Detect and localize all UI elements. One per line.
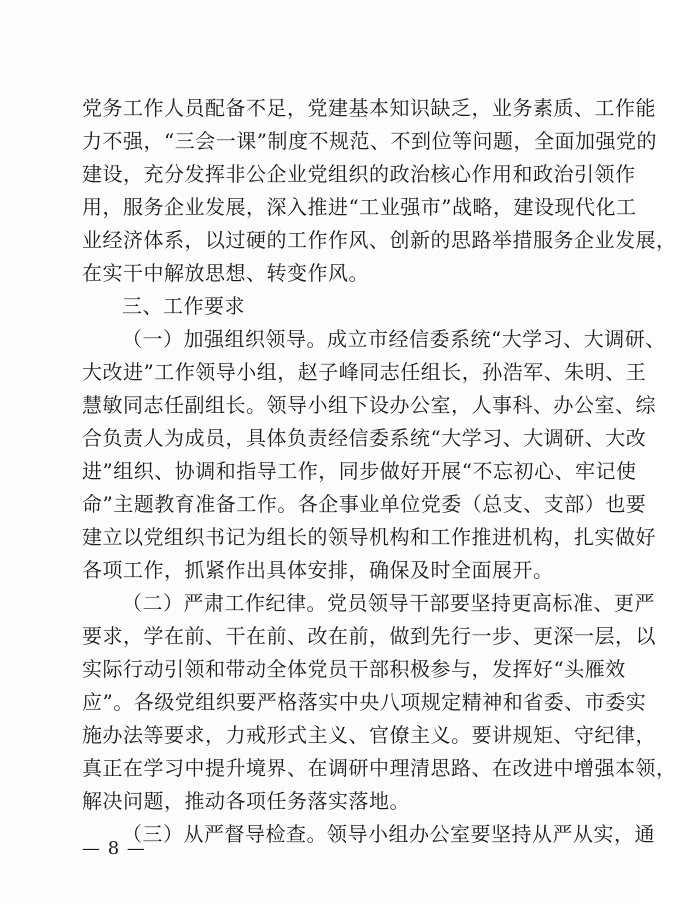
page-number: — 8 —: [82, 838, 146, 859]
paragraph-start: （二）严肃工作纪律。党员领导干部要坚持更高标准、更严: [122, 591, 655, 615]
text-line: 在实干中解放思想、转变作风。: [82, 261, 369, 285]
paragraph-start: （三）从严督导检查。领导小组办公室要坚持从严从实，通: [122, 822, 655, 846]
text-line: 建立以党组织书记为组长的领导机构和工作推进机构，扎实做好: [82, 525, 656, 549]
text-line: 党务工作人员配备不足，党建基本知识缺乏，业务素质、工作能: [82, 96, 656, 120]
text-line: 应”。各级党组织要严格落实中央八项规定精神和省委、市委实: [82, 690, 647, 714]
text-line: 各项工作，抓紧作出具体安排，确保及时全面展开。: [82, 558, 554, 582]
text-line: 解决问题，推动各项任务落实落地。: [82, 789, 410, 813]
text-line: 用，服务企业发展，深入推进“工业强市”战略，建设现代化工: [82, 195, 637, 219]
text-line: 真正在学习中提升境界、在调研中理清思路、在改进中增强本领，: [82, 756, 677, 780]
text-line: 要求，学在前、干在前、改在前，做到先行一步、更深一层，以: [82, 624, 656, 648]
text-line: 建设，充分发挥非公企业党组织的政治核心作用和政治引领作: [82, 162, 636, 186]
text-line: 力不强，“三会一课”制度不规范、不到位等问题，全面加强党的: [82, 129, 657, 153]
section-heading: 三、工作要求: [122, 294, 245, 318]
text-line: 慧敏同志任副组长。领导小组下设办公室，人事科、办公室、综: [82, 393, 656, 417]
text-line: 进”组织、协调和指导工作，同步做好开展“不忘初心、牢记使: [82, 459, 637, 483]
text-line: 实际行动引领和带动全体党员干部积极参与，发挥好“头雁效: [82, 657, 626, 681]
text-line: 命”主题教育准备工作。各企事业单位党委（总支、支部）也要: [82, 492, 647, 516]
body-text: [82, 92, 677, 851]
text-line: 合负责人为成员，具体负责经信委系统“大学习、大调研、大改: [82, 426, 647, 450]
text-line: 业经济体系，以过硬的工作作风、创新的思路举措服务企业发展，: [82, 228, 677, 252]
text-line: 施办法等要求，力戒形式主义、官僚主义。要讲规矩、守纪律，: [82, 723, 656, 747]
paragraph-start: （一）加强组织领导。成立市经信委系统“大学习、大调研、: [122, 327, 666, 351]
text-line: 大改进”工作领导小组，赵子峰同志任组长，孙浩军、朱明、王: [82, 360, 647, 384]
